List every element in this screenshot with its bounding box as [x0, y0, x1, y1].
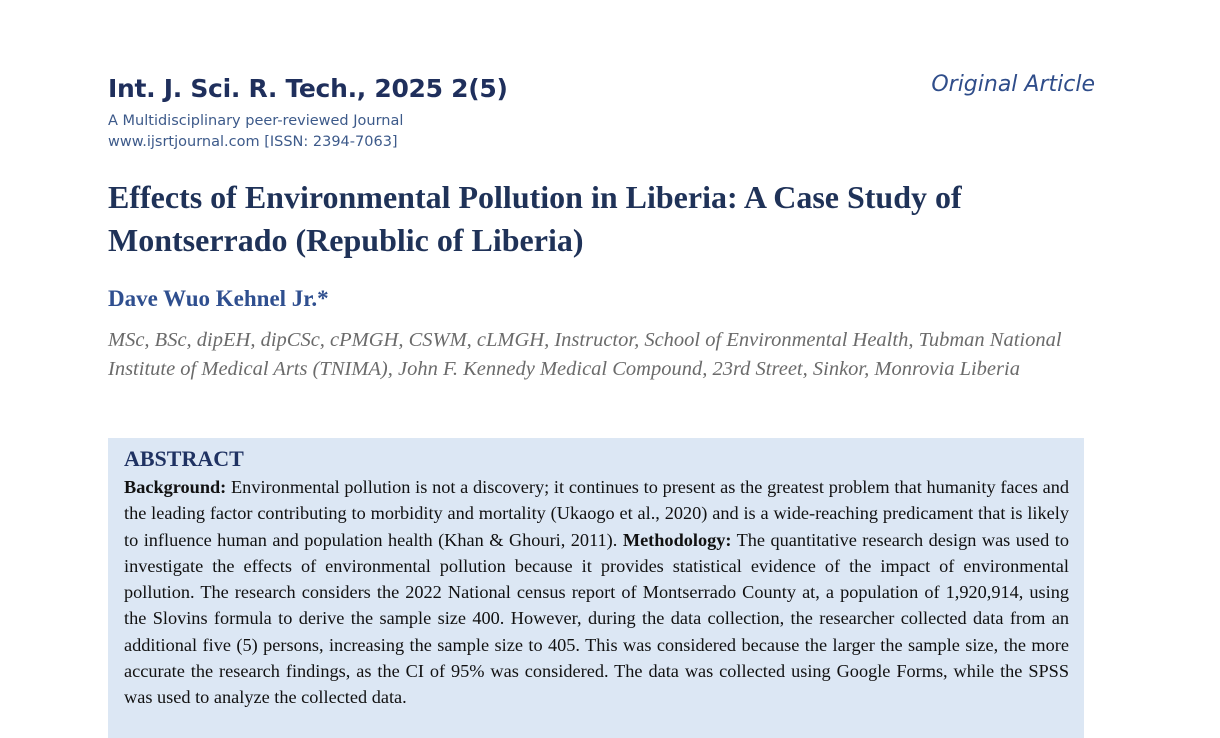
abstract-body: [124, 474, 1069, 711]
author-affiliation: MSc, BSc, dipEH, dipCSc, cPMGH, CSWM, cLMGH, Instructor, School of Environmental Health, Tubman National Institute of Medical Arts (TNIMA), John F. Kennedy Medical Compound, 23rd Street, Sinkor, Monrovia Liberia: [108, 329, 1062, 380]
journal-title: Int. J. Sci. R. Tech., 2025 2(5): [108, 74, 508, 103]
journal-subtitle: A Multidisciplinary peer-reviewed Journal: [108, 113, 404, 129]
background-text: Environmental pollution is not a discovery; it continues to present as the greatest problem that humanity faces and the leading factor contributing to morbidity and mortality (Ukaogo et al., 2020) and is a wide-reaching predicament that is likely to influence human and population health (Khan & Ghouri, 2011).: [124, 477, 1069, 550]
abstract-heading: ABSTRACT: [124, 446, 244, 471]
journal-website: www.ijsrtjournal.com [ISSN: 2394-7063]: [108, 134, 398, 150]
abstract-section: [108, 438, 1084, 738]
methodology-label: Methodology:: [622, 529, 732, 550]
paper-title: Effects of Environmental Pollution in Liberia: A Case Study of Montserrado (Republic of Liberia): [108, 179, 962, 258]
background-label: Background:: [124, 477, 227, 497]
author-name: Dave Wuo Kehnel Jr.*: [108, 286, 329, 311]
methodology-text: The quantitative research design was used to investigate the effects of environmental pollution because it provides statistical evidence of the impact of environmental pollution. The research considers the 2022 National census report of Montserrado County at, a population of 1,920,914, using the Slovins formula to derive the sample size 400. However, during the data collection, the researcher collected data from an additional five (5) persons, increasing the sample size to 405. This was considered because the larger the sample size, the more accurate the research findings, as the CI of 95% was considered. The data was collected using Google Forms, while the SPSS was used to analyze the collected data.: [124, 529, 1069, 708]
article-type-label: Original Article: [931, 72, 1095, 97]
